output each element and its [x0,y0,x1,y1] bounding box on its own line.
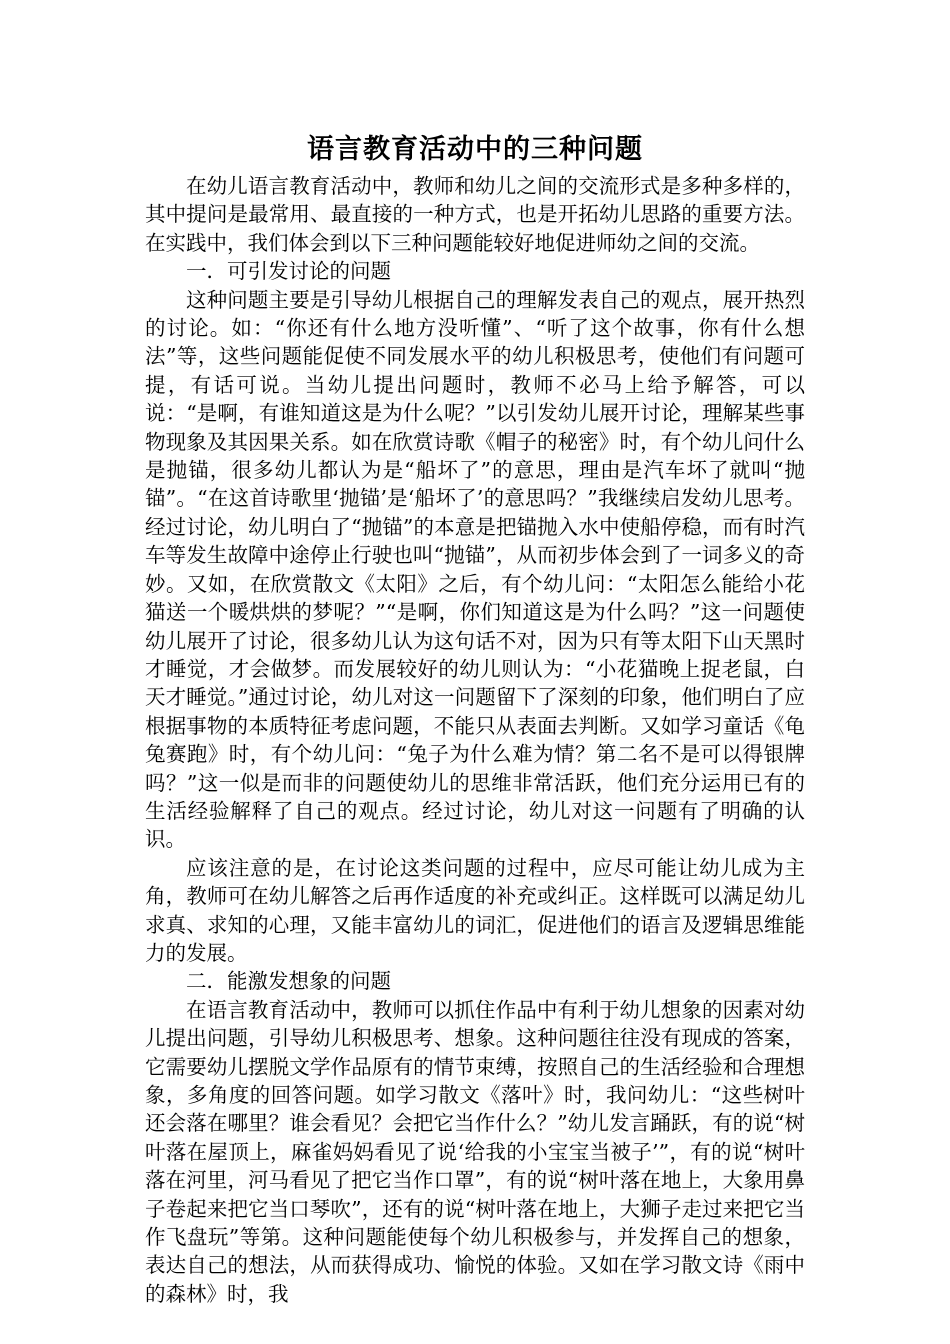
section-1-heading: 一．可引发讨论的问题 [186,259,391,284]
document-page [145,128,805,1308]
section-2-paragraph-1: 在语言教育活动中，教师可以抓住作品中有利于幼儿想象的因素对幼儿提出问题，引导幼儿积极思考、想象。这种问题往往没有现成的答案，它需要幼儿摆脱文学作品原有的情节束缚，按照自己的生活经验和合理想象，多角度的回答问题。如学习散文《落叶》时，我问幼儿：“这些树叶还会落在哪里？谁会看见？会把它当作什么？”幼儿发言踊跃，有的说“树叶落在屋顶上，麻雀妈妈看见了说‘给我的小宝宝当被子’”，有的说“树叶落在河里，河马看见了把它当作口罩”，有的说“树叶落在地上，大象用鼻子卷起来把它当口琴吹”，还有的说“树叶落在地上，大狮子走过来把它当作飞盘玩”等第。这种问题能使每个幼儿积极参与，并发挥自己的想象，表达自己的想法，从而获得成功、愉悦的体验。又如在学习散文诗《雨中的森林》时，我 [145,997,805,1306]
section-1-paragraph-2: 应该注意的是，在讨论这类问题的过程中，应尽可能让幼儿成为主角，教师可在幼儿解答之后再作适度的补充或纠正。这样既可以满足幼儿求真、求知的心理，又能丰富幼儿的词汇，促进他们的语言及逻辑思维能力的发展。 [145,855,805,965]
section-2-heading: 二．能激发想象的问题 [186,969,391,994]
document-title: 语言教育活动中的三种问题 [307,134,643,165]
section-1-paragraph-1: 这种问题主要是引导幼儿根据自己的理解发表自己的观点，展开热烈的讨论。如：“你还有什么地方没听懂”、“听了这个故事，你有什么想法”等，这些问题能促使不同发展水平的幼儿积极思考，使他们有问题可提，有话可说。当幼儿提出问题时，教师不必马上给予解答，可以说：“是啊，有谁知道这是为什么呢？”以引发幼儿展开讨论，理解某些事物现象及其因果关系。如在欣赏诗歌《帽子的秘密》时，有个幼儿问什么是抛锚，很多幼儿都认为是“船坏了”的意思，理由是汽车坏了就叫“抛锚”。“在这首诗歌里‘抛锚’是‘船坏了’的意思吗？”我继续启发幼儿思考。经过讨论，幼儿明白了“抛锚”的本意是把锚抛入水中使船停稳，而有时汽车等发生故障中途停止行驶也叫“抛锚”，从而初步体会到了一词多义的奇妙。又如，在欣赏散文《太阳》之后，有个幼儿问：“太阳怎么能给小花猫送一个暖烘烘的梦呢？”“是啊，你们知道这是为什么吗？”这一问题使幼儿展开了讨论，很多幼儿认为这句话不对，因为只有等太阳下山天黑时才睡觉，才会做梦。而发展较好的幼儿则认为：“小花猫晚上捉老鼠，白天才睡觉。”通过讨论，幼儿对这一问题留下了深刻的印象，他们明白了应根据事物的本质特征考虑问题，不能只从表面去判断。又如学习童话《龟兔赛跑》时，有个幼儿问：“兔子为什么难为情？第二名不是可以得银牌吗？”这一似是而非的问题使幼儿的思维非常活跃，他们充分运用已有的生活经验解释了自己的观点。经过讨论，幼儿对这一问题有了明确的认识。 [145,287,805,852]
intro-paragraph: 在幼儿语言教育活动中，教师和幼儿之间的交流形式是多种多样的，其中提问是最常用、最直接的一种方式，也是开拓幼儿思路的重要方法。在实践中，我们体会到以下三种问题能较好地促进师幼之间的交流。 [145,174,805,255]
